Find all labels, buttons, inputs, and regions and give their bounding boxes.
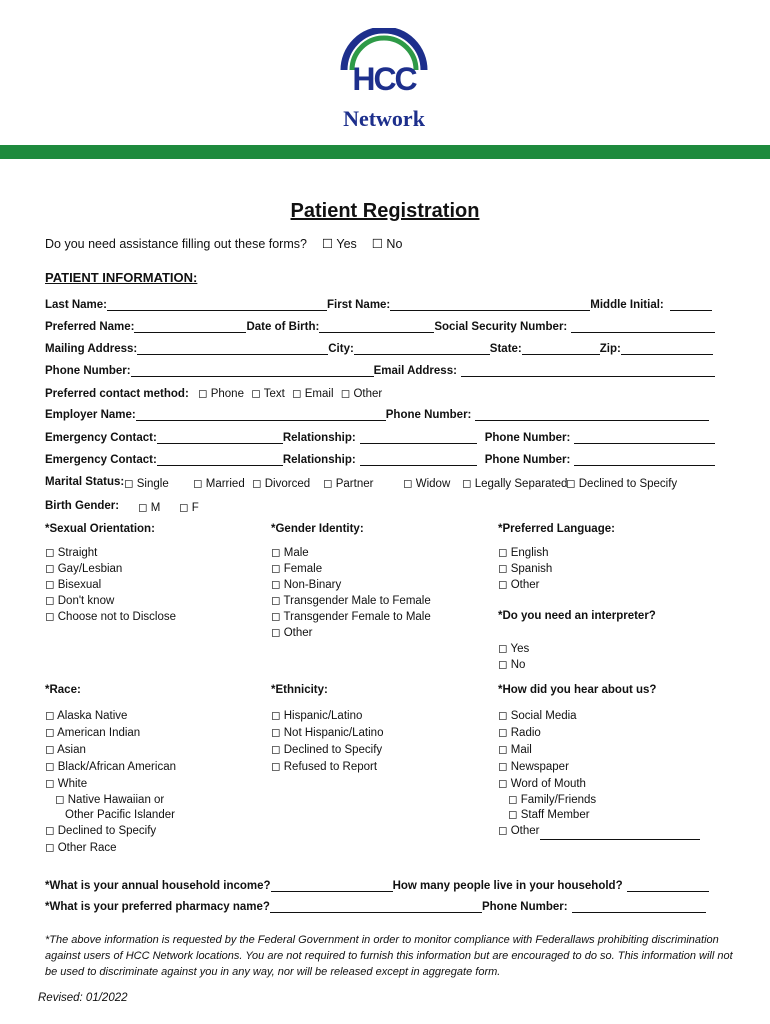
interpreter-yes-checkbox[interactable]: ◻ Yes — [498, 643, 530, 655]
hear-radio-checkbox[interactable]: ◻ Radio — [498, 727, 541, 739]
employer-phone-label: Phone Number: — [385, 409, 472, 421]
race-heading: *Race: — [45, 684, 81, 696]
ssn-field[interactable] — [571, 320, 715, 333]
ethnicity-refused-checkbox[interactable]: ◻ Refused to Report — [271, 761, 378, 773]
mailing-address-label: Mailing Address: — [45, 343, 138, 355]
ssn-label: Social Security Number: — [434, 321, 568, 333]
orientation-choose-not-checkbox[interactable]: ◻ Choose not to Disclose — [45, 611, 176, 623]
marital-legally-separated-checkbox[interactable]: ◻ Legally Separated — [462, 478, 568, 490]
emergency-phone-field[interactable] — [574, 453, 715, 466]
birth-gender-m-checkbox[interactable]: ◻ M — [138, 502, 161, 514]
gender-male-checkbox[interactable]: ◻ Male — [271, 547, 309, 559]
orientation-straight-checkbox[interactable]: ◻ Straight — [45, 547, 98, 559]
preferred-language-list — [498, 545, 552, 593]
emergency-contact-field[interactable] — [157, 453, 283, 466]
hear-family-friends-checkbox[interactable]: ◻ Family/Friends — [508, 794, 597, 806]
hear-other-row — [498, 823, 700, 840]
birth-gender-f-checkbox[interactable]: ◻ F — [179, 502, 199, 514]
hear-about-heading: *How did you hear about us? — [498, 684, 657, 696]
contact-text-checkbox[interactable]: ◻ Text — [251, 388, 285, 400]
hear-word-of-mouth-checkbox[interactable]: ◻ Word of Mouth — [498, 778, 586, 790]
interpreter-list — [498, 641, 529, 673]
first-name-field[interactable] — [390, 298, 590, 311]
emergency-contact-row-1 — [45, 431, 715, 447]
preferred-name-label: Preferred Name: — [45, 321, 135, 333]
income-row — [45, 879, 709, 895]
middle-initial-label: Middle Initial: — [590, 299, 664, 311]
header-green-bar — [0, 145, 770, 159]
gender-trans-mtf-checkbox[interactable]: ◻ Transgender Male to Female — [271, 595, 431, 607]
relationship-field[interactable] — [360, 431, 477, 444]
revised-date: Revised: 01/2022 — [38, 992, 128, 1004]
employer-name-field[interactable] — [136, 408, 386, 421]
race-alaska-native-checkbox[interactable]: ◻ Alaska Native — [45, 710, 128, 722]
pharmacy-question: *What is your preferred pharmacy name? — [45, 901, 270, 913]
first-name-label: First Name: — [327, 299, 391, 311]
state-field[interactable] — [522, 342, 600, 355]
emergency-phone-label: Phone Number: — [484, 432, 571, 444]
interpreter-no-checkbox[interactable]: ◻ No — [498, 659, 526, 671]
ethnicity-heading: *Ethnicity: — [271, 684, 328, 696]
emergency-contact-row-2 — [45, 453, 715, 469]
phone-number-field[interactable] — [131, 364, 374, 377]
income-question: *What is your annual household income? — [45, 880, 271, 892]
email-address-label: Email Address: — [373, 365, 457, 377]
language-other-checkbox[interactable]: ◻ Other — [498, 579, 540, 591]
ethnicity-declined-checkbox[interactable]: ◻ Declined to Specify — [271, 744, 383, 756]
marital-partner-checkbox[interactable]: ◻ Partner — [323, 478, 374, 490]
emergency-contact-label: Emergency Contact: — [45, 454, 157, 466]
marital-declined-checkbox[interactable]: ◻ Declined to Specify — [566, 478, 678, 490]
state-label: State: — [489, 343, 522, 355]
gender-trans-ftm-checkbox[interactable]: ◻ Transgender Female to Male — [271, 611, 431, 623]
mailing-address-field[interactable] — [137, 342, 328, 355]
hcc-network-logo — [330, 28, 438, 130]
logo-network-text: Network — [343, 106, 425, 130]
relationship-field[interactable] — [360, 453, 477, 466]
phone-number-label: Phone Number: — [45, 365, 131, 377]
race-list — [45, 708, 176, 857]
assistance-question: Do you need assistance filling out these forms? — [45, 237, 307, 251]
pharmacy-phone-field[interactable] — [572, 900, 706, 913]
race-white-checkbox[interactable]: ◻ White — [45, 778, 88, 790]
name-row — [45, 298, 712, 314]
race-american-indian-checkbox[interactable]: ◻ American Indian — [45, 727, 141, 739]
contact-phone-checkbox[interactable]: ◻ Phone — [197, 388, 244, 400]
last-name-label: Last Name: — [45, 299, 107, 311]
preferred-name-row — [45, 320, 715, 336]
emergency-phone-label: Phone Number: — [484, 454, 571, 466]
pharmacy-row — [45, 900, 706, 916]
city-field[interactable] — [354, 342, 490, 355]
preferred-contact-row — [45, 386, 382, 402]
birth-gender-label: Birth Gender: — [45, 500, 120, 512]
gender-identity-list — [271, 545, 431, 641]
pharmacy-phone-label: Phone Number: — [481, 901, 568, 913]
employer-row — [45, 408, 709, 424]
hear-about-list — [498, 708, 700, 840]
preferred-contact-label: Preferred contact method: — [45, 388, 189, 400]
dob-field[interactable] — [319, 320, 434, 333]
hear-other-field[interactable] — [540, 828, 700, 840]
race-other-checkbox[interactable]: ◻ Other Race — [45, 842, 117, 854]
zip-label: Zip: — [599, 343, 621, 355]
emergency-contact-label: Emergency Contact: — [45, 432, 157, 444]
gender-identity-heading: *Gender Identity: — [271, 523, 364, 535]
disclaimer-note: *The above information is requested by the Federal Government in order to monitor compliance with Federallaws prohibiting discrimination against users of HCC Network locations. You are not required to furnish this information but are encouraged to do so. This information will not be used to discriminate against you in any way, nor will be released except in aggregate form. — [45, 934, 733, 978]
hear-newspaper-checkbox[interactable]: ◻ Newspaper — [498, 761, 569, 773]
marital-single-checkbox[interactable]: ◻ Single — [124, 478, 169, 490]
orientation-dont-know-checkbox[interactable]: ◻ Don't know — [45, 595, 115, 607]
middle-initial-field[interactable] — [670, 298, 712, 311]
relationship-label: Relationship: — [282, 454, 356, 466]
pharmacy-field[interactable] — [270, 900, 482, 913]
marital-widow-checkbox[interactable]: ◻ Widow — [403, 478, 451, 490]
ethnicity-hispanic-checkbox[interactable]: ◻ Hispanic/Latino — [271, 710, 363, 722]
contact-email-checkbox[interactable]: ◻ Email — [292, 388, 334, 400]
language-spanish-checkbox[interactable]: ◻ Spanish — [498, 563, 553, 575]
race-native-hawaiian-checkbox[interactable]: ◻ Native Hawaiian or — [55, 794, 165, 806]
last-name-field[interactable] — [107, 298, 327, 311]
preferred-name-field[interactable] — [134, 320, 246, 333]
section-title: PATIENT INFORMATION: — [45, 270, 198, 285]
ethnicity-list — [271, 708, 383, 776]
gender-female-checkbox[interactable]: ◻ Female — [271, 563, 323, 575]
race-black-checkbox[interactable]: ◻ Black/African American — [45, 761, 176, 773]
race-native-hawaiian-label-cont: Other Pacific Islander — [65, 809, 175, 821]
logo-hcc-text: HCC — [352, 61, 416, 97]
hear-mail-checkbox[interactable]: ◻ Mail — [498, 744, 532, 756]
city-label: City: — [328, 343, 354, 355]
income-field[interactable] — [271, 879, 393, 892]
preferred-language-heading: *Preferred Language: — [498, 523, 615, 535]
assistance-question-row — [45, 236, 402, 251]
household-field[interactable] — [627, 879, 709, 892]
household-question: How many people live in your household? — [392, 880, 623, 892]
orientation-bisexual-checkbox[interactable]: ◻ Bisexual — [45, 579, 102, 591]
race-declined-checkbox[interactable]: ◻ Declined to Specify — [45, 825, 157, 837]
sexual-orientation-list — [45, 545, 176, 625]
dob-label: Date of Birth: — [246, 321, 320, 333]
marital-status-label: Marital Status: — [45, 476, 125, 488]
orientation-gay-lesbian-checkbox[interactable]: ◻ Gay/Lesbian — [45, 563, 123, 575]
phone-email-row — [45, 364, 715, 380]
marital-married-checkbox[interactable]: ◻ Married — [193, 478, 245, 490]
emergency-contact-field[interactable] — [157, 431, 283, 444]
sexual-orientation-heading: *Sexual Orientation: — [45, 523, 155, 535]
hear-staff-member-checkbox[interactable]: ◻ Staff Member — [508, 809, 590, 821]
gender-nonbinary-checkbox[interactable]: ◻ Non-Binary — [271, 579, 342, 591]
language-english-checkbox[interactable]: ◻ English — [498, 547, 549, 559]
gender-other-checkbox[interactable]: ◻ Other — [271, 627, 313, 639]
employer-name-label: Employer Name: — [45, 409, 136, 421]
hear-other-checkbox[interactable]: ◻ Other — [498, 825, 540, 837]
race-asian-checkbox[interactable]: ◻ Asian — [45, 744, 86, 756]
page-title: Patient Registration — [290, 200, 480, 222]
assistance-no-checkbox[interactable]: ☐ No — [371, 237, 403, 251]
employer-phone-field[interactable] — [475, 408, 709, 421]
contact-other-checkbox[interactable]: ◻ Other — [340, 388, 383, 400]
interpreter-heading: *Do you need an interpreter? — [498, 610, 656, 622]
emergency-phone-field[interactable] — [574, 431, 715, 444]
zip-field[interactable] — [621, 342, 713, 355]
assistance-yes-checkbox[interactable]: ☐ Yes — [321, 237, 357, 251]
hear-social-media-checkbox[interactable]: ◻ Social Media — [498, 710, 577, 722]
marital-divorced-checkbox[interactable]: ◻ Divorced — [252, 478, 311, 490]
email-address-field[interactable] — [461, 364, 715, 377]
relationship-label: Relationship: — [282, 432, 356, 444]
ethnicity-not-hispanic-checkbox[interactable]: ◻ Not Hispanic/Latino — [271, 727, 384, 739]
address-row — [45, 342, 713, 358]
